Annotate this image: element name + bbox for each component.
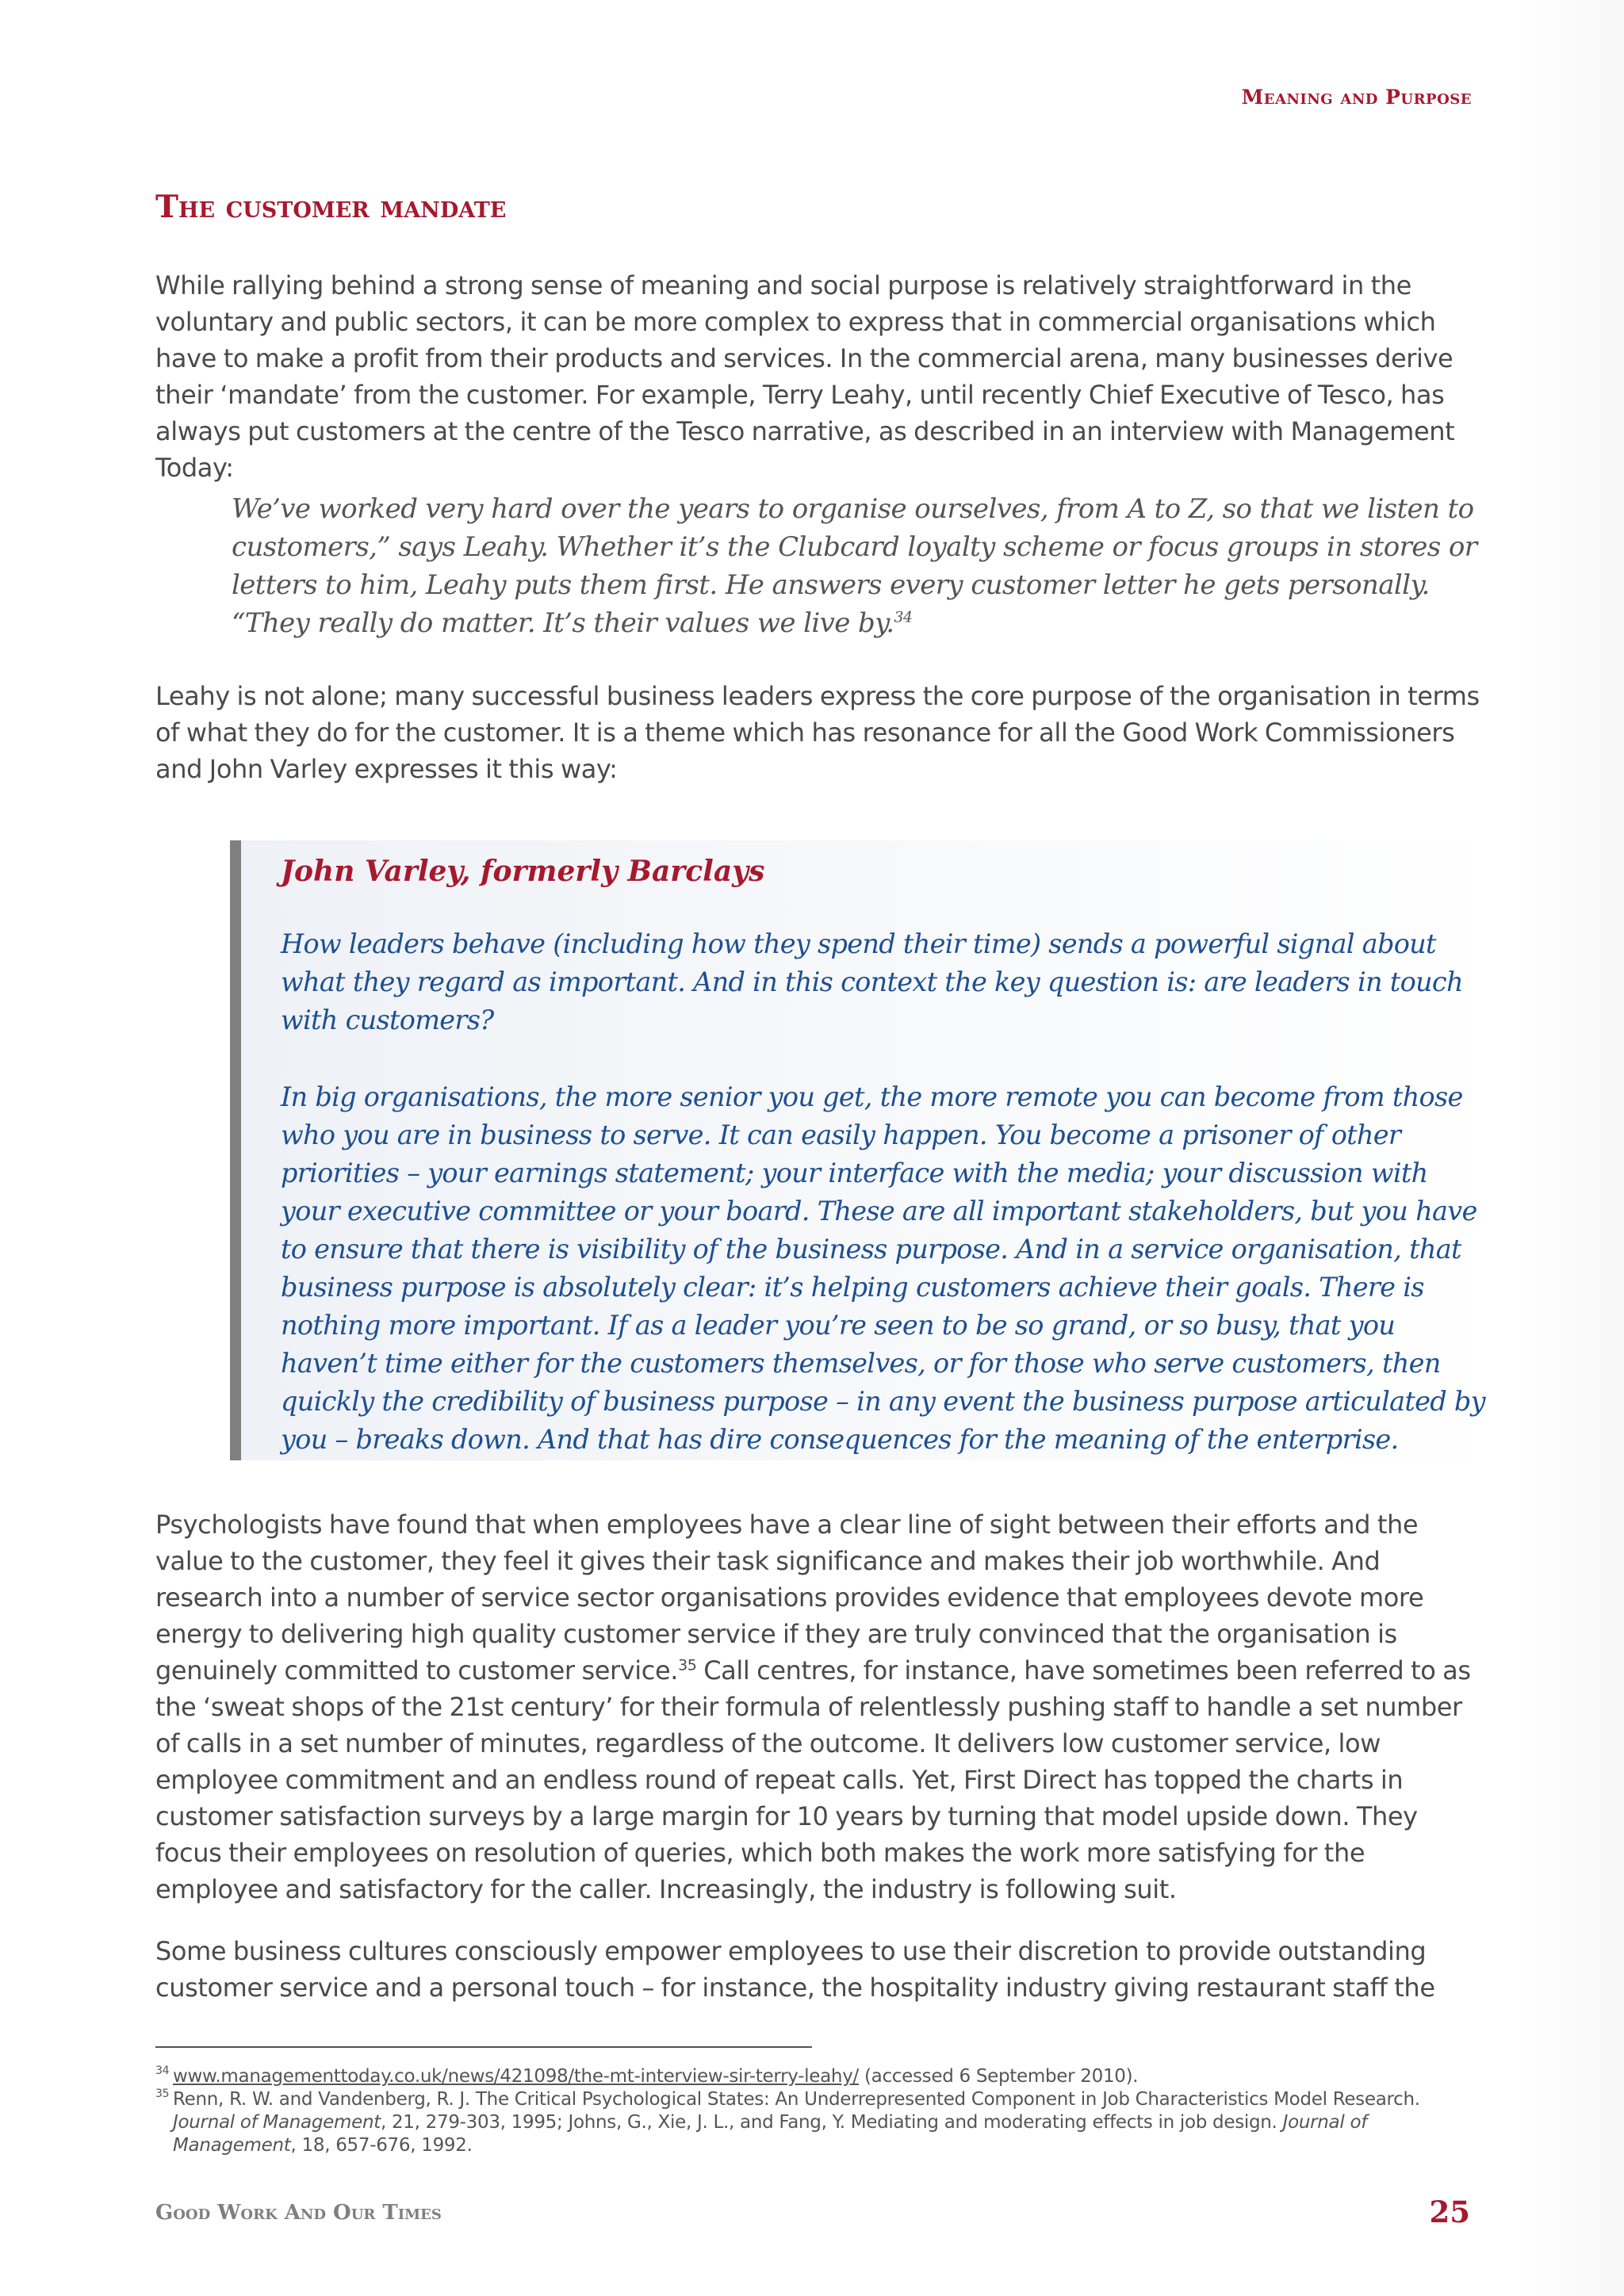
footer-publication-title: Good Work And Our Times (155, 2201, 442, 2225)
journal-title: Journal of Management (173, 2112, 381, 2133)
body-paragraph-2: Leahy is not alone; many successful business leaders express the core purpose of the organisation in terms of what they do for the customer. It is a theme which has resonance for all the Good Work Commissioners and John Varley expresses it this way: (155, 681, 1480, 784)
footnote-text: (accessed 6 September 2010). (858, 2066, 1139, 2087)
callout-title: John Varley, formerly Barclays (281, 855, 765, 888)
body-paragraph-1: While rallying behind a strong sense of meaning and social purpose is relatively straightforward in the voluntary and public sectors, it can be more complex to express that in commercial organisations which have to make a profit from their products and services. In the commercial arena, many businesses derive their ‘mandate’ from the customer. For example, Terry Leahy, until recently Chief Executive of Tesco, has always put customers at the centre of the Tesco narrative, as described in an interview with Management Today: (155, 270, 1455, 483)
footnote-ref-35[interactable]: 35 (678, 1656, 697, 1674)
body-paragraph-3 (155, 1506, 1481, 1908)
footnote-link[interactable]: www.managementtoday.co.uk/news/421098/the-mt-interview-sir-terry-leahy/ (173, 2066, 859, 2087)
footnote-number: 35 (155, 2087, 170, 2100)
footnote-text: , 21, 279-303, 1995; Johns, G., Xie, J. L., and Fang, Y. Mediating and moderating effects in job design. (380, 2112, 1283, 2133)
varley-callout-box (230, 840, 1505, 1460)
journal-title: Journal of Management (173, 2112, 1368, 2156)
footnote-number: 34 (155, 2064, 170, 2077)
footnote-divider (155, 2046, 812, 2048)
callout-paragraph-2: In big organisations, the more senior you get, the more remote you can become from those who you are in business to serve. It can easily happen. You become a prisoner of other priorities – your earnings statement; your interface with the media; your discussion with your executive committee or your board. These are all important stakeholders, but you have to ensure that there is visibility of the business purpose. And in a service organisation, that business purpose is absolutely clear: it’s helping customers achieve their goals. There is nothing more important. If as a leader you’re seen to be so grand, or so busy, that you haven’t time either for the customers themselves, or for those who serve customers, then quickly the credibility of business purpose – in any event the business purpose articulated by you – breaks down. And that has dire consequences for the meaning of the enterprise. (281, 1081, 1485, 1455)
running-header: Meaning and Purpose (1241, 86, 1472, 109)
footnote-ref-34[interactable]: 34 (894, 608, 913, 626)
callout-paragraph-1: How leaders behave (including how they spend their time) sends a powerful signal about what they regard as important. And in this context the key question is: are leaders in touch with customers? (281, 928, 1463, 1035)
footnotes (155, 2065, 1472, 2157)
footnote-text: Renn, R. W. and Vandenberg, R. J. The Critical Psychological States: An Underrepresented Component in Job Characteristics Model Research. (173, 2089, 1420, 2110)
leahy-quote (232, 490, 1484, 642)
footnote-34 (155, 2065, 1472, 2088)
footnote-text: , 18, 657-676, 1992. (290, 2135, 473, 2156)
body-paragraph-4: Some business cultures consciously empower employees to use their discretion to provide outstanding customer service and a personal touch – for instance, the hospitality industry giving restaurant staff the (155, 1936, 1435, 2003)
page-number: 25 (1429, 2195, 1470, 2229)
section-title: The customer mandate (155, 189, 507, 225)
page-edge-shading (1513, 0, 1624, 2296)
footnote-35 (155, 2088, 1472, 2157)
body-paragraph-3-part-b: Call centres, for instance, have sometimes been referred to as the ‘sweat shops of the 21st century’ for their formula of relentlessly pushing staff to handle a set number of calls in a set number of minutes, regardless of the outcome. It delivers low customer service, low employee commitment and an endless round of repeat calls. Yet, First Direct has topped the charts in customer satisfaction surveys by a large margin for 10 years by turning that model upside down. They focus their employees on resolution of queries, which both makes the work more satisfying for the employee and satisfactory for the caller. Increasingly, the industry is following suit. (155, 1655, 1471, 1904)
body-paragraph-3-part-a: Psychologists have found that when employees have a clear line of sight between their efforts and the value to the customer, they feel it gives their task significance and makes their job worthwhile. And research into a number of service sector organisations provides evidence that employees devote more energy to delivering high quality customer service if they are truly convinced that the organisation is genuinely committed to customer service. (155, 1510, 1424, 1686)
leahy-quote-text: We’ve worked very hard over the years to organise ourselves, from A to Z, so that we listen to customers,” says Leahy. Whether it’s the Clubcard loyalty scheme or focus groups in stores or letters to him, Leahy puts them first. He answers every customer letter he gets personally. “They really do matter. It’s their values we live by. (232, 493, 1477, 639)
